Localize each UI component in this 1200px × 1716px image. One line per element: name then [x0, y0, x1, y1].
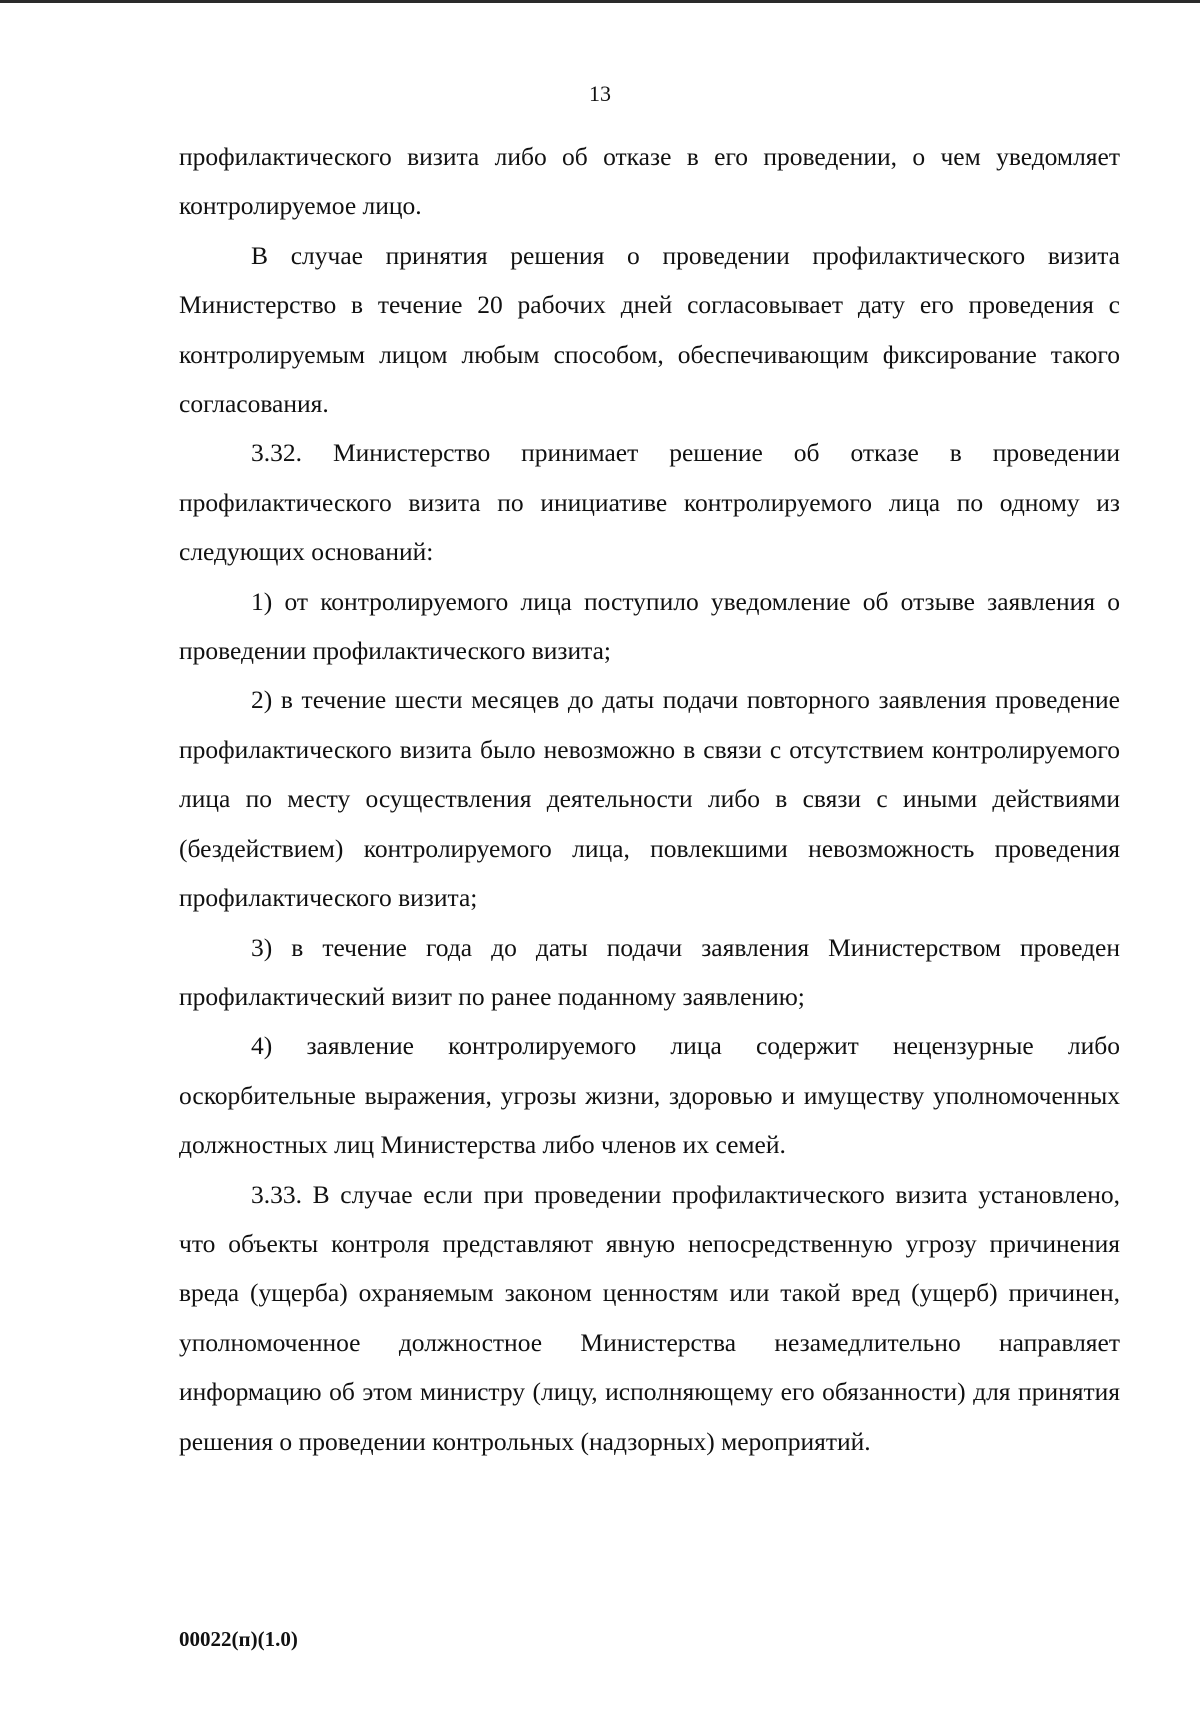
paragraph-visit-agreement: В случае принятия решения о проведении профилактического визита Министерство в течение 20 рабочих дней согласовывает дату его проведения с контролируемым лицом любым способом, обеспечивающим фиксирование такого согласования.: [179, 240, 1120, 419]
paragraph-3-33: 3.33. В случае если при проведении профилактического визита установлено, что объекты контроля представляют явную непосредственную угрозу причинения вреда (ущерба) охраняемым законом ценностям или такой вред (ущерб) причинен, уполномоченное должностное Министерства незамедлительно направляет информацию об этом министру (лицу, исполняющему его обязанности) для принятия решения о проведении контрольных (надзорных) мероприятий.: [179, 1179, 1120, 1456]
list-item-3: 3) в течение года до даты подачи заявления Министерством проведен профилактический визит по ранее поданному заявлению;: [179, 932, 1120, 1011]
top-border-line: [0, 0, 1200, 3]
paragraph-continuation: профилактического визита либо об отказе в его проведении, о чем уведомляет контролируемое лицо.: [179, 142, 1120, 221]
document-code: 00022(п)(1.0): [179, 1627, 298, 1651]
list-item-4: 4) заявление контролируемого лица содержит нецензурные либо оскорбительные выражения, угрозы жизни, здоровью и имуществу уполномоченных должностных лиц Министерства либо членов их семей.: [179, 1031, 1120, 1160]
page-number: 13: [589, 81, 611, 106]
list-item-1: 1) от контролируемого лица поступило уведомление об отзыве заявления о проведении профилактического визита;: [179, 586, 1120, 666]
document-body: [179, 132, 1120, 1466]
list-item-2: 2) в течение шести месяцев до даты подачи повторного заявления проведение профилактического визита было невозможно в связи с отсутствием контролируемого лица по месту осуществления деятельности либо в связи с иными действиями (бездействием) контролируемого лица, повлекшими невозможность проведения профилактического визита;: [179, 685, 1120, 913]
paragraph-3-32: 3.32. Министерство принимает решение об отказе в проведении профилактического визита по инициативе контролируемого лица по одному из следующих оснований:: [179, 438, 1120, 567]
